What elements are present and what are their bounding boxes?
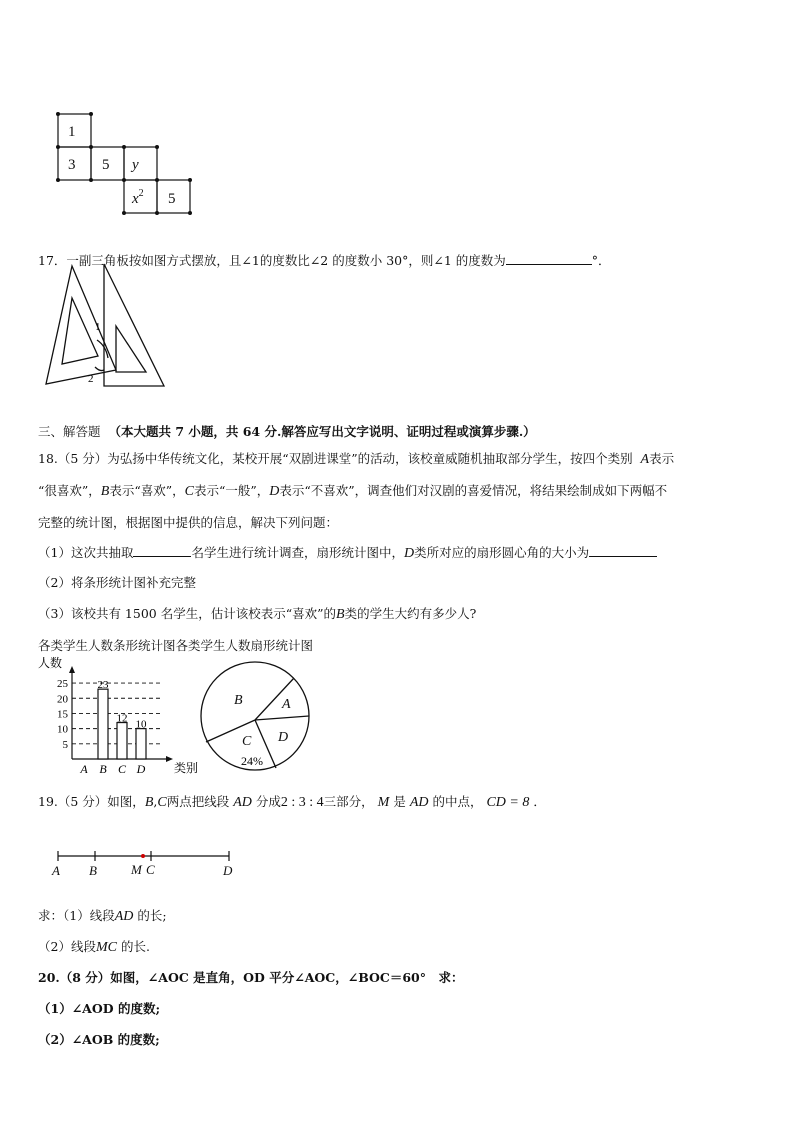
x-tick-label-A: A [80,762,88,776]
x-tick-label-C: C [117,762,127,776]
var-MC: MC [95,940,117,955]
angle-2-label: 2 [88,373,94,385]
var-D: D [269,484,280,499]
q18-sub1-b: 名学生进行统计调查，扇形统计图中， [191,545,404,560]
bar-value-C: 12 [116,712,128,725]
q19-d: 三部分， [323,794,374,809]
pie-label-D: D [278,730,289,745]
q18-line2-c: 表示“一般”， [193,483,270,498]
angle-1-label: 1 [95,321,101,333]
q19-ask-2-a: （2）线段 [38,939,96,954]
var-C-q19: C [157,795,167,810]
q17-suffix: °． [591,253,611,268]
var-C: C [184,484,194,499]
x-tick-label-B: B [99,762,107,776]
var-B-2: B [336,607,345,622]
var-B: B [100,484,110,499]
q18-line2-b: 表示“喜欢”， [109,483,185,498]
q19-ask-1-a: 求：（1）线段 [38,908,115,923]
pie-label-A: A [282,697,291,712]
number-grid-figure [52,108,197,218]
point-B-label: B [89,863,97,878]
point-D-label: D [223,863,233,878]
grid-cell-5a: 5 [102,157,110,173]
bar-chart-ylabel: 人数 [38,656,63,670]
segment-figure [48,846,248,882]
q18-line3: 完整的统计图，根据图中提供的信息，解决下列问题： [38,515,339,530]
chart-caption: 各类学生人数条形统计图各类学生人数扇形统计图 [38,638,314,653]
q19-text [38,792,546,811]
q18-sub3 [38,604,476,623]
y-tick-label-15: 15 [57,708,68,721]
pie-label-B: B [234,693,243,708]
section-3-note: （本大题共 7 小题，共 64 分.解答应写出文字说明、证明过程或演算步骤.） [108,424,536,439]
grid-cell-1: 1 [68,124,76,140]
q18-line1-end: 表示 [649,451,675,466]
var-D-2: D [403,546,415,561]
q19-b: 两点把线段 [166,794,230,809]
q18-sub1-a: （1）这次共抽取 [38,545,134,560]
bar-value-B: 23 [97,679,109,692]
pie-divider-A-D [255,716,309,720]
bar-chart-xlabel: 类别 [174,761,199,775]
pie-label-C: C [242,734,252,749]
q19-ask-1-end: 的长; [137,908,167,923]
point-C-label: C [146,862,155,877]
grid-cell-x2: $x^2$ [132,188,144,207]
q19-c: 分成 [255,794,281,809]
q18-sub3-b: 类的学生大约有多少人? [344,606,477,621]
grid-cell-3: 3 [68,157,76,173]
q18-blank-2 [589,544,657,557]
q19-comma: , [153,794,158,809]
grid-cell-y: y [132,157,139,173]
q18-sub1-c: 类所对应的扇形圆心角的大小为 [414,545,590,560]
q19-cd-eq: CD = 8 [486,795,530,810]
q19-e: 是 [393,794,406,809]
q20-sub1: （1）∠AOD 的度数; [38,1001,161,1016]
section-3-heading [38,422,536,440]
q19-ask-2 [38,937,150,956]
bar-value-D: 10 [135,718,147,731]
point-A-label: A [52,863,60,878]
point-M-label: M [131,862,142,877]
q19-f: 的中点， [432,794,483,809]
q18-line1-text: 18.（5 分）为弘扬中华传统文化，某校开展“双剧进课堂”的活动，该校童威随机抽取部分学生，按四个类别 [38,451,633,466]
var-AD: AD [233,795,252,810]
q18-sub3-a: （3）该校共有 1500 名学生，估计该校表示“喜欢”的 [38,606,336,621]
x-tick-label-D: D [136,762,146,776]
q19-ratio: 2 : 3 : 4 [280,795,324,810]
q18-line2-a: “很喜欢”， [38,483,101,498]
q18-line2-d: 表示“不喜欢”，调查他们对汉剧的喜爱情况，将结果绘制成如下两幅不 [279,483,668,498]
bar-D [136,729,146,759]
y-tick-label-20: 20 [57,693,68,706]
var-M: M [377,795,390,810]
var-B-q19: B [144,795,154,810]
q20-sub2: （2）∠AOB 的度数; [38,1032,160,1047]
y-axis-arrow [69,666,75,673]
q18-blank-1 [133,544,191,557]
q18-sub1 [38,543,657,562]
bar-chart [36,655,206,780]
bar-C [117,723,127,759]
q17-answer-blank [506,252,592,265]
pie-chart [196,656,316,776]
q19-ask-2-end: 的长. [120,939,150,954]
var-A: A [640,452,650,467]
y-tick-label-10: 10 [57,723,68,736]
section-3-title: 三、解答题 [38,424,101,439]
q19-ask-1 [38,906,167,925]
point-M [141,854,145,858]
y-tick-label-25: 25 [57,678,68,691]
var-AD-3: AD [114,909,134,924]
set-squares-figure [42,258,170,390]
q19-g: ． [533,794,546,809]
grid-cell-5b: 5 [168,191,176,207]
pie-label-C-percent: 24% [241,754,263,768]
var-AD-2: AD [409,795,429,810]
q18-line2 [38,481,667,500]
q18-sub2: （2）将条形统计图补充完整 [38,575,196,590]
bar-B [98,689,108,759]
x-axis-arrow [166,756,173,762]
q19-a: 19.（5 分）如图， [38,794,145,809]
q18-line1 [38,449,674,468]
q20-text: 20.（8 分）如图，∠AOC 是直角，OD 平分∠AOC，∠BOC＝60° 求： [38,970,464,985]
q17-prompt: 17．一副三角板按如图方式摆放，且∠1的度数比∠2 的度数小 30°，则∠1 的度数为 [38,253,506,268]
y-tick-label-5: 5 [62,738,68,751]
